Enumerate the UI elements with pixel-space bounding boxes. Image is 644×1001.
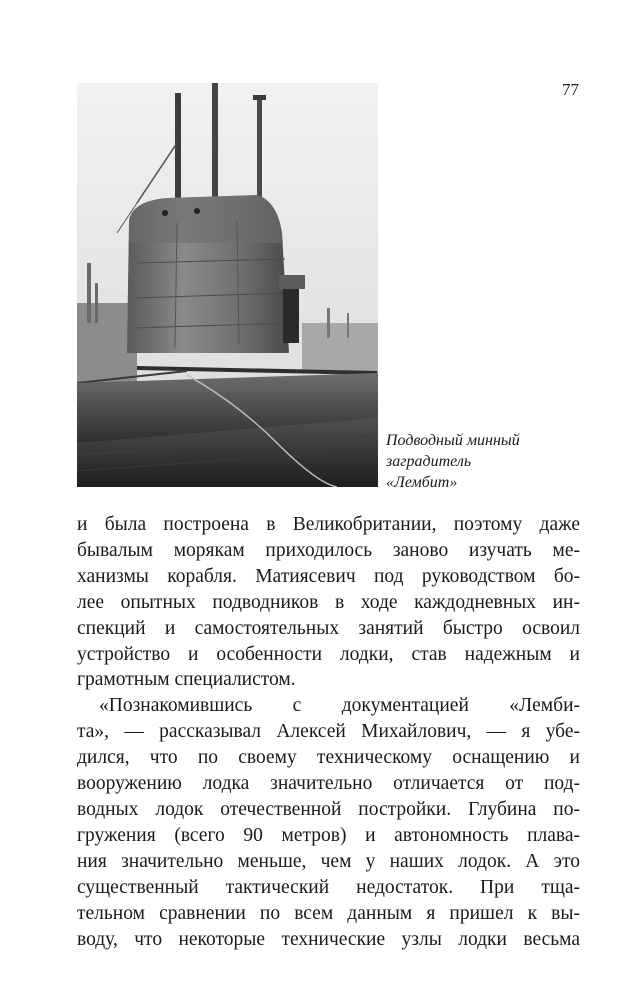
text-line: лее опытных подводников в ходе каждодневных ин-	[77, 591, 580, 613]
text-line: устройство и особенности лодки, став надежным и	[77, 643, 580, 665]
text-line: «Познакомившись с документацией «Лемби-	[99, 695, 580, 717]
text-line: вооружению лодка значительно отличается от под-	[77, 773, 580, 795]
text-line: гружения (всего 90 метров) и автономность плава-	[77, 824, 580, 846]
submarine-photo	[77, 83, 378, 487]
body-text	[77, 512, 580, 952]
text-line: ния значительно меньше, чем у наших лодок. А это	[77, 850, 580, 872]
text-line: бывалым морякам приходилось заново изучать ме-	[77, 539, 580, 561]
text-line: та», — рассказывал Алексей Михайлович, — я убе-	[77, 721, 580, 743]
caption-line: Подводный минный	[386, 432, 520, 449]
text-line: дился, что по своему техническому оснащению и	[77, 747, 580, 769]
text-line: водных лодок отечественной постройки. Глубина по-	[77, 798, 580, 820]
caption-line: «Лембит»	[386, 474, 458, 491]
photo-caption	[386, 430, 586, 493]
text-line: тельном сравнении по всем данным я пришел к вы-	[77, 902, 580, 924]
text-line: существенный тактический недостаток. При тща-	[77, 876, 580, 898]
text-line: и была построена в Великобритании, поэтому даже	[77, 514, 580, 535]
text-line: ханизмы корабля. Матиясевич под руководством бо-	[77, 565, 580, 587]
page-number: 77	[562, 80, 579, 99]
text-line: спекций и самостоятельных занятий быстро освоил	[77, 617, 580, 639]
submarine-photo-image	[77, 83, 378, 487]
text-line: грамотным специалистом.	[77, 669, 296, 691]
caption-line: заградитель	[386, 453, 472, 470]
text-line: воду, что некоторые технические узлы лодки весьма	[77, 928, 580, 950]
